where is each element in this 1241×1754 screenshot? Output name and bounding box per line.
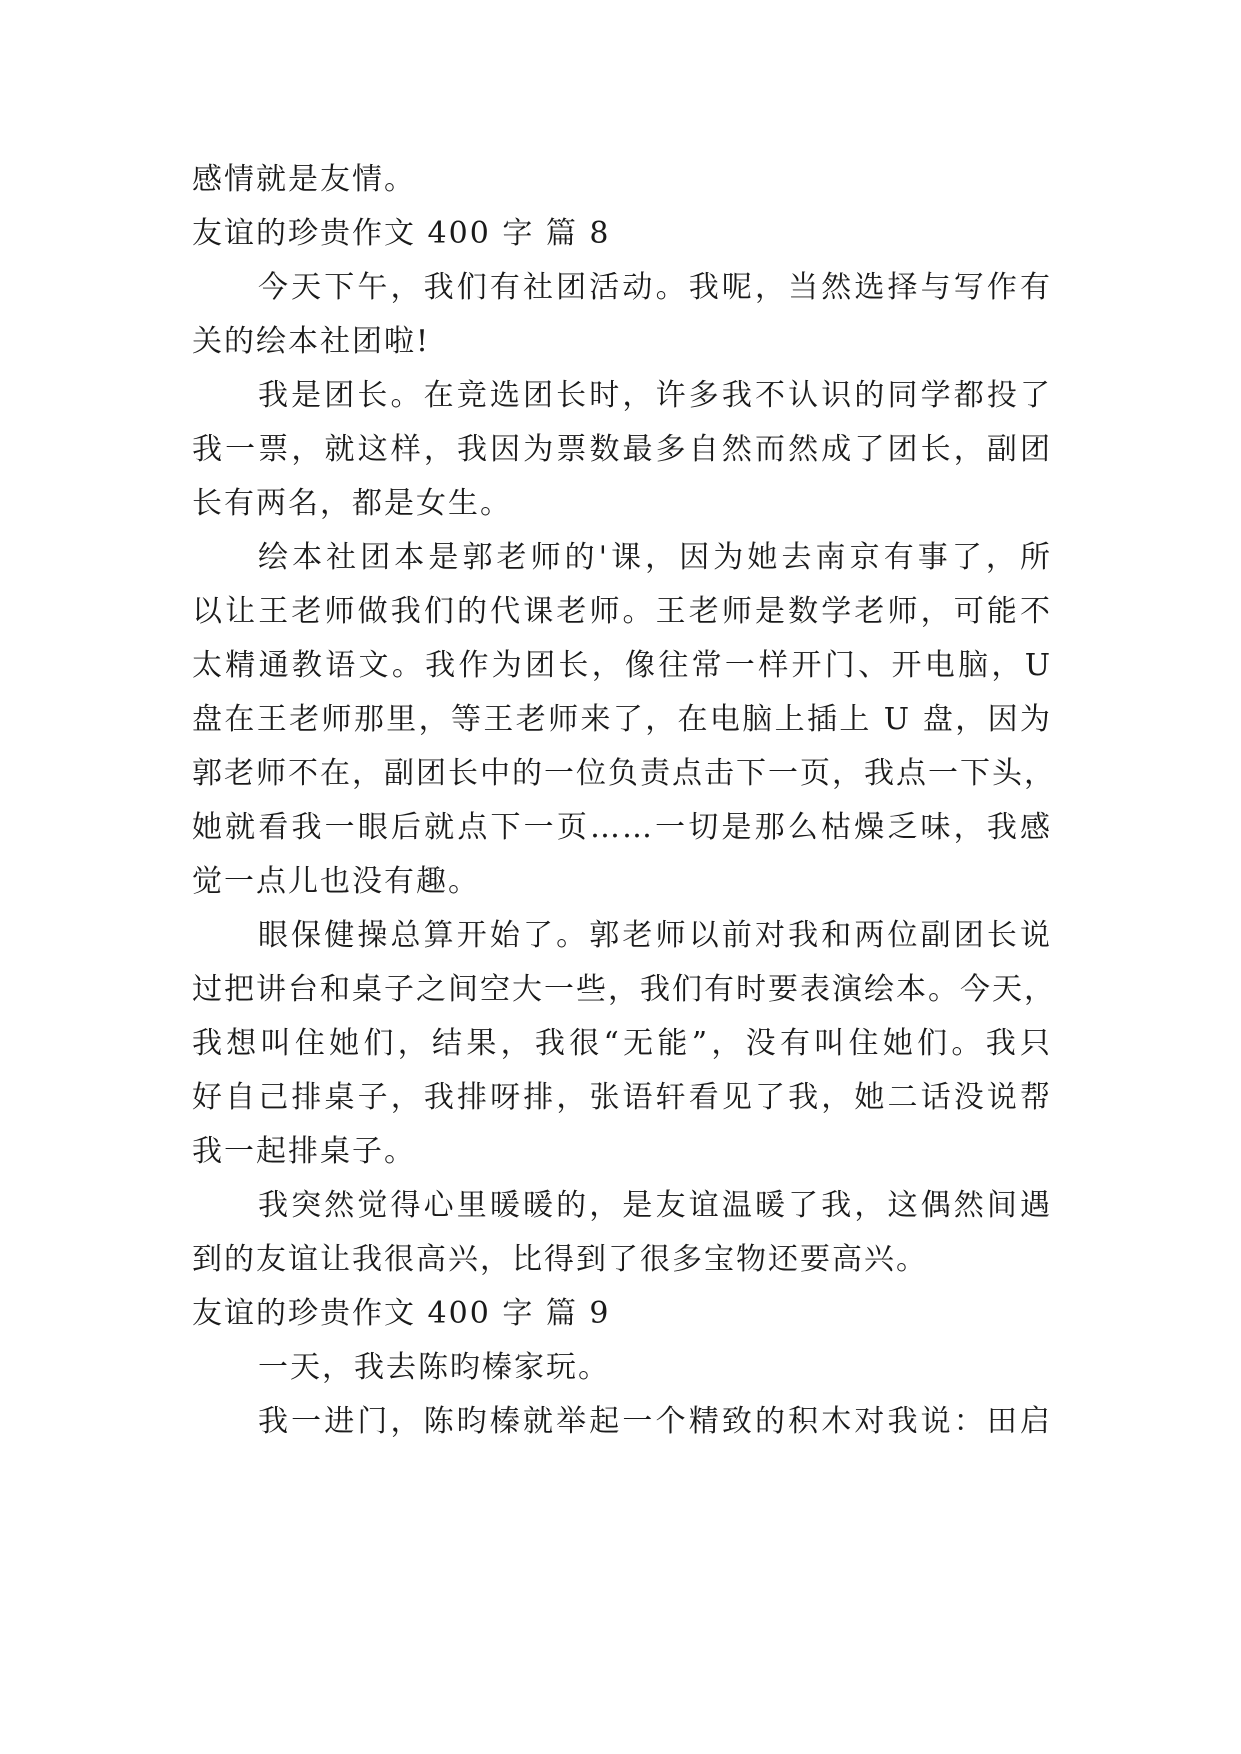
paragraph-line: 绘本社团本是郭老师的'课，因为她去南京有事了，所 xyxy=(258,540,1052,575)
paragraph-line: 今天下午，我们有社团活动。我呢，当然选择与写作有 xyxy=(258,270,1052,305)
paragraph-line: 太精通教语文。我作为团长，像往常一样开门、开电脑，U xyxy=(192,648,1052,683)
paragraph-line: 我一票，就这样，我因为票数最多自然而然成了团长，副团 xyxy=(192,432,1052,467)
paragraph-line: 一天，我去陈昀榛家玩。 xyxy=(258,1350,610,1385)
paragraph-line: 到的友谊让我很高兴，比得到了很多宝物还要高兴。 xyxy=(192,1242,928,1277)
section-heading: 友谊的珍贵作文 400 字 篇 9 xyxy=(192,1296,611,1331)
paragraph-line: 以让王老师做我们的代课老师。王老师是数学老师，可能不 xyxy=(192,594,1052,629)
paragraph-line: 我一起排桌子。 xyxy=(192,1134,416,1169)
paragraph-line: 我是团长。在竞选团长时，许多我不认识的同学都投了 xyxy=(258,378,1052,413)
paragraph-line: 郭老师不在，副团长中的一位负责点击下一页，我点一下头， xyxy=(192,756,1056,791)
paragraph-line: 我突然觉得心里暖暖的，是友谊温暖了我，这偶然间遇 xyxy=(258,1188,1052,1223)
paragraph-line: 关的绘本社团啦! xyxy=(192,324,431,359)
paragraph-line: 感情就是友情。 xyxy=(192,162,416,197)
paragraph-line: 觉一点儿也没有趣。 xyxy=(192,864,480,899)
paragraph-line: 她就看我一眼后就点下一页……一切是那么枯燥乏味，我感 xyxy=(192,810,1052,845)
paragraph-line: 盘在王老师那里，等王老师来了，在电脑上插上 U 盘，因为 xyxy=(192,702,1052,737)
paragraph-line: 长有两名，都是女生。 xyxy=(192,486,512,521)
paragraph-line: 过把讲台和桌子之间空大一些，我们有时要表演绘本。今天， xyxy=(192,972,1056,1007)
section-heading: 友谊的珍贵作文 400 字 篇 8 xyxy=(192,216,611,251)
paragraph-line: 眼保健操总算开始了。郭老师以前对我和两位副团长说 xyxy=(258,918,1052,953)
paragraph-line: 好自己排桌子，我排呀排，张语轩看见了我，她二话没说帮 xyxy=(192,1080,1052,1115)
paragraph-line: 我想叫住她们，结果，我很“无能”，没有叫住她们。我只 xyxy=(192,1026,1052,1061)
paragraph-line: 我一进门，陈昀榛就举起一个精致的积木对我说：田启 xyxy=(258,1404,1052,1439)
